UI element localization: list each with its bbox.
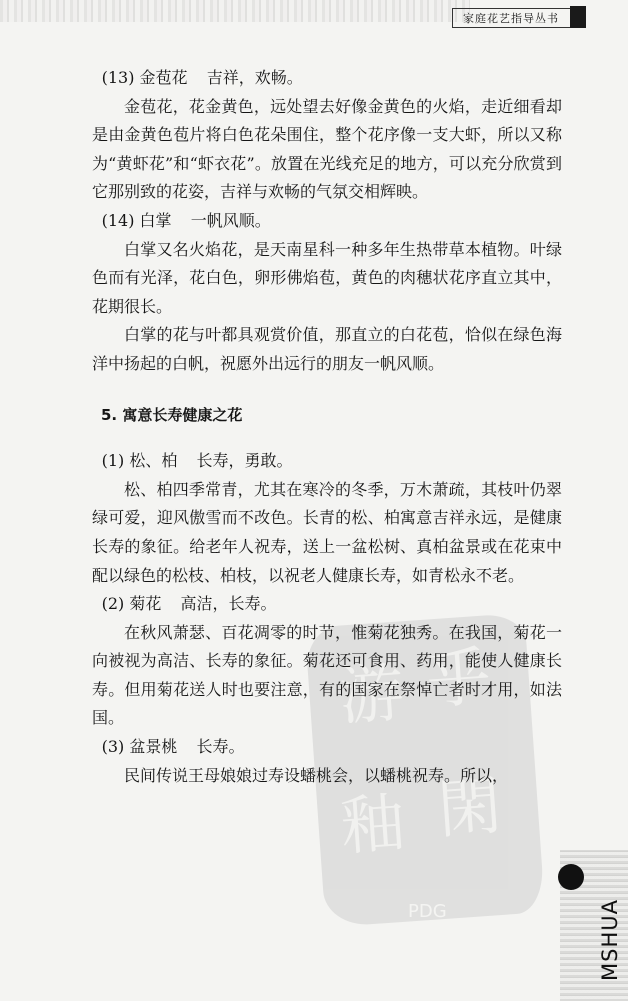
item-heading	[92, 447, 562, 476]
item-meaning: 吉祥，欢畅。	[206, 68, 303, 87]
paragraph: 松、柏四季常青，尤其在寒冷的冬季，万木萧疏，其枝叶仍翠绿可爱，迎风傲雪而不改色。长青的松、柏寓意吉祥永远，是健康长寿的象征。给老年人祝寿，送上一盆松树、真柏盆景或在花束中配以绿色的松枝、柏枝，以祝老人健康长寿，如青松永不老。	[92, 479, 562, 585]
seal-char: 游	[337, 656, 407, 735]
paragraph: 白掌又名火焰花，是天南星科一种多年生热带草本植物。叶绿色而有光泽，花白色，卵形佛焰苞，黄色的肉穗状花序直立其中，花期很长。	[92, 239, 562, 316]
item-title: (2) 菊花	[101, 594, 162, 614]
paragraph: 白掌的花与叶都具观赏价值，那直立的白花苞，恰似在绿色海洋中扬起的白帆，祝愿外出远行的朋友一帆风顺。	[92, 325, 562, 373]
header-block	[570, 6, 586, 28]
seal-char: 釉	[338, 786, 408, 865]
paragraph: 金苞花，花金黄色，远处望去好像金黄色的火焰，走近细看却是由金黄色苞片将白色花朵围住，整个花序像一支大虾，所以又称为“黄虾花”和“虾衣花”。放置在光线充足的地方，可以充分欣赏到它那别致的花姿，吉祥与欢畅的气氛交相辉映。	[92, 96, 562, 202]
item-heading	[92, 590, 562, 619]
paragraph: 民间传说王母娘娘过寿设蟠桃会，以蟠桃祝寿。所以，	[124, 765, 509, 785]
section-heading: 5. 寓意长寿健康之花	[101, 405, 243, 424]
series-title: 家庭花艺指导丛书	[452, 8, 572, 28]
seal-char: 閑	[435, 769, 505, 849]
edge-watermark: MSHUA	[598, 899, 622, 982]
item-heading	[92, 64, 562, 93]
scan-noise	[0, 0, 470, 22]
item-title: (13) 金苞花	[101, 68, 188, 87]
scan-dot	[558, 864, 584, 890]
item-meaning: 一帆风顺。	[190, 210, 271, 230]
watermark-label: PDG	[408, 901, 447, 922]
item-heading	[92, 207, 562, 236]
item-meaning: 长寿，勇敢。	[196, 451, 293, 471]
item-title: (3) 盆景桃	[101, 737, 178, 757]
item-meaning: 长寿。	[196, 737, 245, 757]
seal-char: 乎	[424, 640, 494, 719]
item-title: (1) 松、柏	[101, 451, 178, 471]
page-body	[92, 64, 562, 790]
item-meaning: 高洁，长寿。	[180, 594, 277, 614]
paragraph: 在秋风萧瑟、百花凋零的时节，惟菊花独秀。在我国，菊花一向被视为高洁、长寿的象征。菊花还可食用、药用，能使人健康长寿。但用菊花送人时也要注意，有的国家在祭悼亡者时才用，如法国。	[92, 622, 562, 728]
item-heading	[92, 733, 562, 762]
item-title: (14) 白掌	[101, 210, 172, 230]
